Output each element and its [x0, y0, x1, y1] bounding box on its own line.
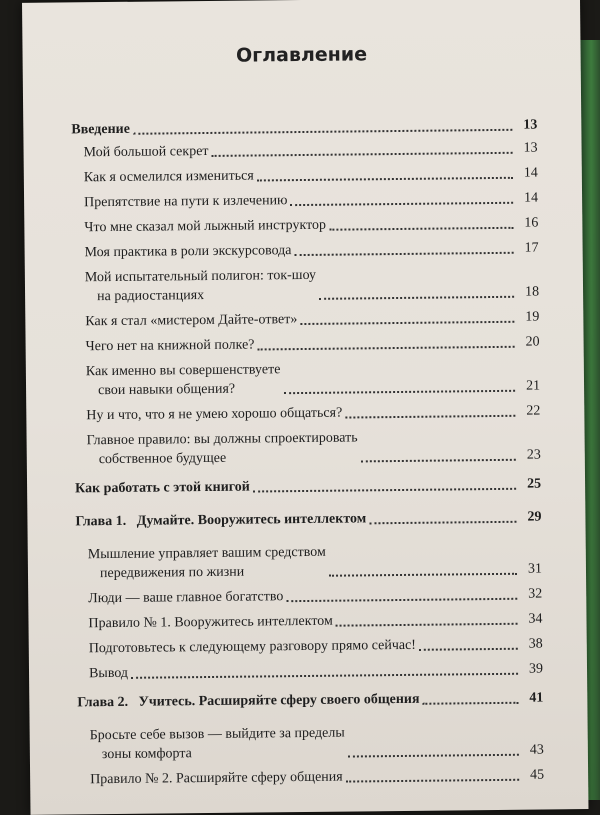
toc-label-line2: на радиостанциях — [97, 288, 205, 305]
toc-page-number: 41 — [529, 690, 544, 706]
toc-entry — [73, 239, 539, 263]
toc-label — [90, 724, 345, 765]
toc-entry — [78, 765, 544, 789]
toc-entry — [76, 585, 542, 609]
toc-label-line1: Как именно вы совершенствуете — [85, 362, 281, 380]
toc-entry-how-to-use — [75, 475, 541, 499]
toc-label: Введение — [71, 121, 131, 138]
toc-label: Подготовьтесь к следующему разговору прямо сейчас! — [88, 637, 417, 657]
toc-label-line1: Бросьте себе вызов — выйдите за пределы — [89, 725, 345, 744]
dot-leader — [253, 487, 516, 493]
toc-page-number: 43 — [529, 742, 544, 758]
toc-label: Люди — ваше главное богатство — [88, 589, 284, 607]
dot-leader — [329, 572, 517, 577]
toc-label: Как работать с этой книгой — [75, 479, 250, 497]
toc-entry-introduction — [71, 116, 537, 140]
toc-page-number: 32 — [528, 586, 543, 602]
dot-leader — [257, 176, 513, 182]
dot-leader — [257, 345, 514, 351]
toc-entry — [75, 427, 541, 470]
toc-entry-chapter-1 — [75, 508, 541, 532]
toc-label — [86, 360, 281, 400]
toc-page-number: 23 — [526, 447, 541, 463]
toc-label: Глава 2. Учитесь. Расширяйте сферу своего общения — [77, 691, 420, 711]
toc-page-number: 34 — [528, 611, 543, 627]
toc-entry — [76, 610, 542, 634]
toc-label: Вывод — [88, 665, 129, 682]
toc-page-number: 18 — [524, 284, 540, 300]
dot-leader — [319, 295, 514, 300]
toc-entry-chapter-2 — [77, 689, 543, 713]
toc-entry — [77, 635, 543, 659]
toc-label-line2: свои навыки общения? — [98, 381, 236, 399]
toc-page-number: 20 — [525, 334, 540, 350]
dot-leader — [286, 597, 517, 602]
toc-entry — [71, 139, 537, 163]
dot-leader — [369, 520, 516, 525]
dot-leader — [423, 701, 519, 705]
toc-label: Как я осмелился измениться — [83, 168, 254, 186]
toc-label — [88, 543, 326, 583]
toc-page-number: 19 — [525, 309, 540, 325]
toc-label-line1: Главное правило: вы должны спроектировать — [86, 430, 358, 449]
toc-label: Что мне сказал мой лыжный инструктор — [84, 217, 327, 236]
dot-leader — [329, 226, 513, 231]
toc-page-number: 14 — [523, 165, 538, 181]
toc-page-number: 45 — [530, 767, 545, 783]
toc-entry — [74, 333, 540, 357]
toc-label: Правило № 1. Вооружитесь интеллектом — [88, 613, 333, 632]
toc-label: Глава 1. Думайте. Вооружитесь интеллектом — [75, 511, 367, 530]
toc-label: Мой большой секрет — [83, 143, 209, 161]
toc-label: Правило № 2. Расширяйте сферу общения — [90, 769, 343, 788]
toc-entry — [76, 541, 542, 584]
toc-entry — [72, 164, 538, 188]
toc-label: Препятствие на пути к излечению — [84, 193, 288, 211]
dot-leader — [336, 622, 518, 627]
toc-page-number: 38 — [528, 636, 543, 652]
page-title: Оглавление — [235, 43, 368, 67]
toc-label: Моя практика в роли экскурсовода — [84, 243, 292, 261]
toc-entry — [74, 402, 540, 426]
toc-page-number: 14 — [524, 190, 539, 206]
toc-page-number: 29 — [527, 509, 542, 525]
toc-page-number: 13 — [523, 117, 538, 133]
toc-page-number: 39 — [528, 661, 544, 677]
toc-page-number: 13 — [523, 140, 538, 156]
dot-leader — [133, 128, 512, 135]
toc-page-number: 16 — [524, 215, 539, 231]
dot-leader — [346, 778, 519, 783]
toc-page-number: 31 — [527, 561, 543, 577]
dot-leader — [361, 458, 516, 463]
table-of-contents — [71, 116, 544, 796]
dot-leader — [284, 389, 516, 394]
dot-leader — [419, 647, 518, 651]
toc-entry — [73, 264, 539, 307]
toc-entry — [72, 189, 538, 213]
toc-label: Как я стал «мистером Дайте-ответ» — [85, 312, 298, 330]
toc-label-line1: Мышление управляет вашим средством — [87, 544, 326, 563]
toc-entry — [72, 214, 538, 238]
toc-page-number: 25 — [527, 476, 542, 492]
toc-page-number: 22 — [526, 403, 541, 419]
toc-label — [85, 266, 317, 306]
dot-leader — [348, 753, 519, 758]
toc-entry — [77, 660, 543, 684]
dot-leader — [131, 672, 518, 679]
dot-leader — [212, 151, 513, 157]
toc-label — [87, 428, 358, 469]
toc-label: Ну и что, что я не умею хорошо общаться? — [86, 405, 343, 424]
dot-leader — [291, 201, 514, 206]
toc-label-line2: собственное будущее — [98, 450, 227, 468]
toc-label-line2: передвижения по жизни — [99, 564, 245, 582]
toc-label-line1: Мой испытательный полигон: ток-шоу — [84, 267, 317, 286]
dot-leader — [300, 320, 514, 325]
toc-label: Чего нет на книжной полке? — [85, 337, 255, 355]
toc-entry — [78, 721, 544, 764]
toc-page-number: 17 — [524, 240, 539, 256]
toc-entry — [73, 308, 539, 332]
toc-page-number: 21 — [525, 378, 541, 394]
dot-leader — [345, 414, 515, 419]
book-page — [22, 0, 588, 815]
dot-leader — [295, 251, 514, 256]
toc-label-line2: зоны комфорта — [101, 746, 192, 763]
toc-entry — [74, 358, 540, 401]
